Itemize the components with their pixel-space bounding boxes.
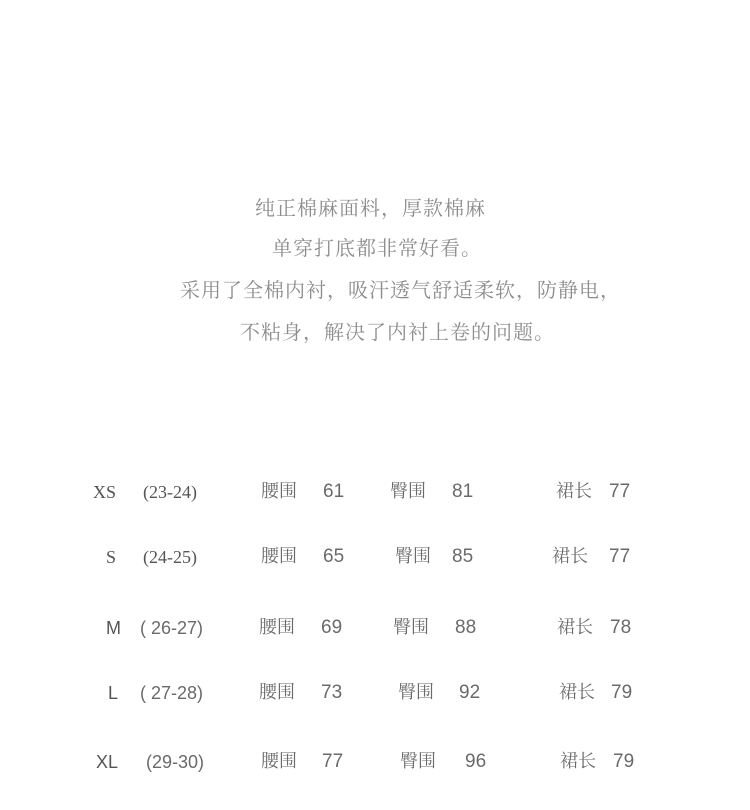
size-range: (29-30) xyxy=(146,752,205,772)
size-range: (24-25) xyxy=(143,547,197,567)
waist-label: 腰围 xyxy=(259,617,295,638)
size-range: (23-24) xyxy=(143,482,197,502)
size-range: ( 27-28) xyxy=(140,683,204,703)
size-label: M xyxy=(106,618,121,638)
description-line-3: 采用了全棉内衬，吸汗透气舒适柔软，防静电， xyxy=(180,278,621,302)
length-label: 裙长 xyxy=(556,481,592,502)
hip-label: 臀围 xyxy=(390,481,426,502)
length-label: 裙长 xyxy=(557,617,593,638)
waist-label: 腰围 xyxy=(261,546,297,567)
hip-value: 85 xyxy=(452,546,474,567)
waist-value: 69 xyxy=(321,617,343,638)
hip-value: 92 xyxy=(459,682,481,703)
hip-label: 臀围 xyxy=(400,751,436,772)
waist-label: 腰围 xyxy=(261,481,297,502)
waist-value: 73 xyxy=(321,682,343,703)
waist-label: 腰围 xyxy=(261,751,297,772)
hip-label: 臀围 xyxy=(393,617,429,638)
size-label: XL xyxy=(96,752,119,772)
size-label: L xyxy=(108,683,119,703)
length-value: 79 xyxy=(611,682,633,703)
length-label: 裙长 xyxy=(552,546,588,567)
length-value: 79 xyxy=(613,751,635,772)
hip-value: 96 xyxy=(465,751,487,772)
hip-label: 臀围 xyxy=(398,682,434,703)
description-line-1: 纯正棉麻面料，厚款棉麻 xyxy=(255,196,486,220)
size-label: S xyxy=(106,547,117,567)
length-value: 77 xyxy=(609,481,631,502)
hip-value: 81 xyxy=(452,481,474,502)
waist-value: 65 xyxy=(323,546,345,567)
waist-label: 腰围 xyxy=(259,682,295,703)
length-label: 裙长 xyxy=(559,682,595,703)
length-value: 78 xyxy=(610,617,632,638)
waist-value: 77 xyxy=(322,751,344,772)
description-line-2: 单穿打底都非常好看。 xyxy=(272,236,482,260)
waist-value: 61 xyxy=(323,481,345,502)
hip-value: 88 xyxy=(455,617,477,638)
description-line-4: 不粘身，解决了内衬上卷的问题。 xyxy=(240,320,555,344)
length-label: 裙长 xyxy=(560,751,596,772)
hip-label: 臀围 xyxy=(395,546,431,567)
size-range: ( 26-27) xyxy=(140,618,204,638)
length-value: 77 xyxy=(609,546,631,567)
size-label: XS xyxy=(93,482,117,502)
